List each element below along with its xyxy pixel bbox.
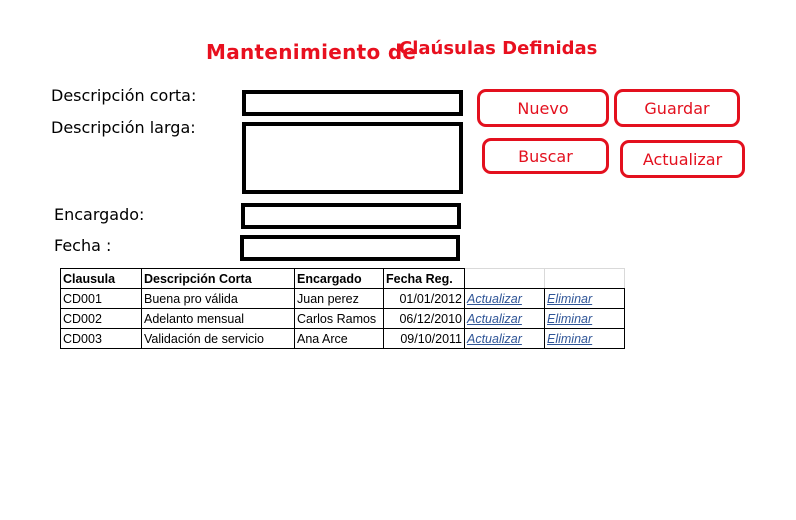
table-row [61, 309, 625, 329]
encargado-input[interactable] [241, 203, 461, 229]
cell-encargado: Ana Arce [295, 329, 384, 349]
actualizar-link[interactable]: Actualizar [467, 331, 522, 346]
fecha-label: Fecha : [54, 236, 112, 255]
column-header-actualizar [465, 269, 545, 289]
table-header-row [61, 269, 625, 289]
cell-actualizar [465, 329, 545, 349]
descripcion-larga-textarea[interactable] [242, 122, 463, 194]
nuevo-button[interactable]: Nuevo [477, 89, 609, 127]
descripcion-corta-label: Descripción corta: [51, 86, 197, 105]
table-row [61, 329, 625, 349]
cell-descripcion: Buena pro válida [142, 289, 295, 309]
cell-fecha: 09/10/2011 [384, 329, 465, 349]
fecha-input[interactable] [240, 235, 460, 261]
guardar-button[interactable]: Guardar [614, 89, 740, 127]
cell-eliminar [545, 309, 625, 329]
clausulas-table [60, 268, 625, 349]
actualizar-link[interactable]: Actualizar [467, 291, 522, 306]
cell-clausula: CD003 [61, 329, 142, 349]
page-title-part2: Claúsulas Definidas [399, 38, 598, 59]
eliminar-link[interactable]: Eliminar [547, 311, 593, 326]
column-header-eliminar [545, 269, 625, 289]
descripcion-corta-input[interactable] [242, 90, 463, 116]
cell-encargado: Carlos Ramos [295, 309, 384, 329]
cell-actualizar [465, 309, 545, 329]
table-row [61, 289, 625, 309]
buscar-button[interactable]: Buscar [482, 138, 609, 174]
cell-eliminar [545, 289, 625, 309]
column-header-clausula: Clausula [61, 269, 142, 289]
cell-fecha: 06/12/2010 [384, 309, 465, 329]
cell-fecha: 01/01/2012 [384, 289, 465, 309]
cell-clausula: CD001 [61, 289, 142, 309]
column-header-fecha: Fecha Reg. [384, 269, 465, 289]
column-header-encargado: Encargado [295, 269, 384, 289]
actualizar-button[interactable]: Actualizar [620, 140, 745, 178]
cell-descripcion: Adelanto mensual [142, 309, 295, 329]
descripcion-larga-label: Descripción larga: [51, 118, 196, 137]
cell-encargado: Juan perez [295, 289, 384, 309]
eliminar-link[interactable]: Eliminar [547, 291, 593, 306]
cell-eliminar [545, 329, 625, 349]
encargado-label: Encargado: [54, 205, 145, 224]
cell-actualizar [465, 289, 545, 309]
column-header-descripcion: Descripción Corta [142, 269, 295, 289]
cell-descripcion: Validación de servicio [142, 329, 295, 349]
page-title [0, 38, 796, 66]
eliminar-link[interactable]: Eliminar [547, 331, 593, 346]
cell-clausula: CD002 [61, 309, 142, 329]
actualizar-link[interactable]: Actualizar [467, 311, 522, 326]
page-title-part1: Mantenimiento de [206, 40, 417, 64]
